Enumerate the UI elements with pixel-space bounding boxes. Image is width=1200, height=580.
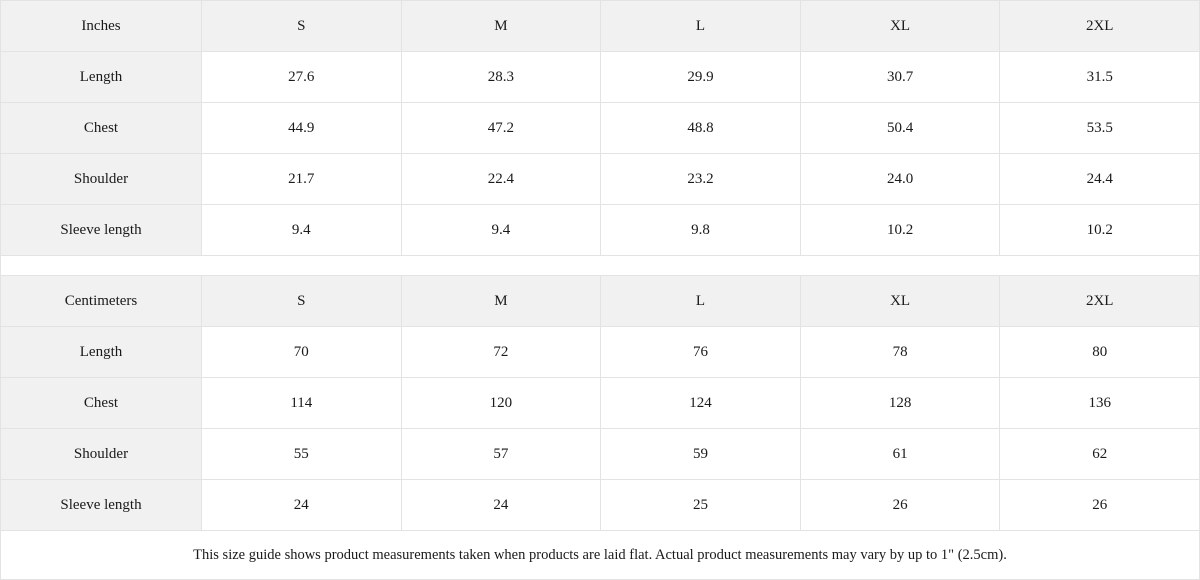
size-header-xl: XL bbox=[800, 1, 1000, 52]
row-label-sleeve-length: Sleeve length bbox=[1, 480, 202, 531]
cell-shoulder-l: 59 bbox=[601, 429, 801, 480]
cell-sleeve-2xl: 26 bbox=[1000, 480, 1200, 531]
size-header-xl: XL bbox=[800, 276, 1000, 327]
cell-length-m: 72 bbox=[401, 327, 601, 378]
cell-sleeve-m: 24 bbox=[401, 480, 601, 531]
cell-chest-2xl: 136 bbox=[1000, 378, 1200, 429]
cell-shoulder-2xl: 62 bbox=[1000, 429, 1200, 480]
cell-length-l: 76 bbox=[601, 327, 801, 378]
cell-length-s: 27.6 bbox=[202, 52, 402, 103]
size-header-m: M bbox=[401, 276, 601, 327]
cell-length-m: 28.3 bbox=[401, 52, 601, 103]
row-label-length: Length bbox=[1, 52, 202, 103]
cell-sleeve-l: 25 bbox=[601, 480, 801, 531]
cell-chest-xl: 128 bbox=[800, 378, 1000, 429]
table-separator bbox=[0, 256, 1200, 275]
cell-chest-l: 124 bbox=[601, 378, 801, 429]
cell-chest-m: 120 bbox=[401, 378, 601, 429]
cell-chest-l: 48.8 bbox=[601, 103, 801, 154]
row-label-shoulder: Shoulder bbox=[1, 154, 202, 205]
table-header-row bbox=[1, 1, 1200, 52]
cell-sleeve-2xl: 10.2 bbox=[1000, 205, 1200, 256]
cell-length-l: 29.9 bbox=[601, 52, 801, 103]
cell-chest-m: 47.2 bbox=[401, 103, 601, 154]
table-row bbox=[1, 378, 1200, 429]
size-header-s: S bbox=[202, 276, 402, 327]
size-header-m: M bbox=[401, 1, 601, 52]
cell-sleeve-m: 9.4 bbox=[401, 205, 601, 256]
table-header-row bbox=[1, 276, 1200, 327]
cell-sleeve-l: 9.8 bbox=[601, 205, 801, 256]
size-header-l: L bbox=[601, 276, 801, 327]
cell-length-2xl: 80 bbox=[1000, 327, 1200, 378]
cell-sleeve-xl: 26 bbox=[800, 480, 1000, 531]
table-row bbox=[1, 480, 1200, 531]
size-header-2xl: 2XL bbox=[1000, 1, 1200, 52]
table-row bbox=[1, 52, 1200, 103]
cell-shoulder-m: 57 bbox=[401, 429, 601, 480]
cell-shoulder-2xl: 24.4 bbox=[1000, 154, 1200, 205]
size-header-s: S bbox=[202, 1, 402, 52]
cell-length-s: 70 bbox=[202, 327, 402, 378]
size-table-inches bbox=[0, 0, 1200, 256]
cell-length-2xl: 31.5 bbox=[1000, 52, 1200, 103]
cell-chest-2xl: 53.5 bbox=[1000, 103, 1200, 154]
cell-sleeve-xl: 10.2 bbox=[800, 205, 1000, 256]
cell-chest-s: 114 bbox=[202, 378, 402, 429]
cell-chest-xl: 50.4 bbox=[800, 103, 1000, 154]
row-label-sleeve-length: Sleeve length bbox=[1, 205, 202, 256]
cell-shoulder-s: 55 bbox=[202, 429, 402, 480]
size-header-l: L bbox=[601, 1, 801, 52]
cell-shoulder-m: 22.4 bbox=[401, 154, 601, 205]
cell-length-xl: 30.7 bbox=[800, 52, 1000, 103]
unit-label-inches: Inches bbox=[1, 1, 202, 52]
cell-sleeve-s: 24 bbox=[202, 480, 402, 531]
unit-label-centimeters: Centimeters bbox=[1, 276, 202, 327]
size-guide-note: This size guide shows product measurements taken when products are laid flat. Actual product measurements may vary by up to 1" (2.5cm). bbox=[0, 531, 1200, 580]
cell-length-xl: 78 bbox=[800, 327, 1000, 378]
table-row bbox=[1, 103, 1200, 154]
cell-shoulder-xl: 24.0 bbox=[800, 154, 1000, 205]
size-table-centimeters bbox=[0, 275, 1200, 531]
cell-sleeve-s: 9.4 bbox=[202, 205, 402, 256]
row-label-shoulder: Shoulder bbox=[1, 429, 202, 480]
table-row bbox=[1, 154, 1200, 205]
table-row bbox=[1, 205, 1200, 256]
table-row bbox=[1, 429, 1200, 480]
cell-shoulder-l: 23.2 bbox=[601, 154, 801, 205]
row-label-chest: Chest bbox=[1, 103, 202, 154]
size-header-2xl: 2XL bbox=[1000, 276, 1200, 327]
row-label-length: Length bbox=[1, 327, 202, 378]
cell-shoulder-s: 21.7 bbox=[202, 154, 402, 205]
table-row bbox=[1, 327, 1200, 378]
row-label-chest: Chest bbox=[1, 378, 202, 429]
cell-chest-s: 44.9 bbox=[202, 103, 402, 154]
cell-shoulder-xl: 61 bbox=[800, 429, 1000, 480]
